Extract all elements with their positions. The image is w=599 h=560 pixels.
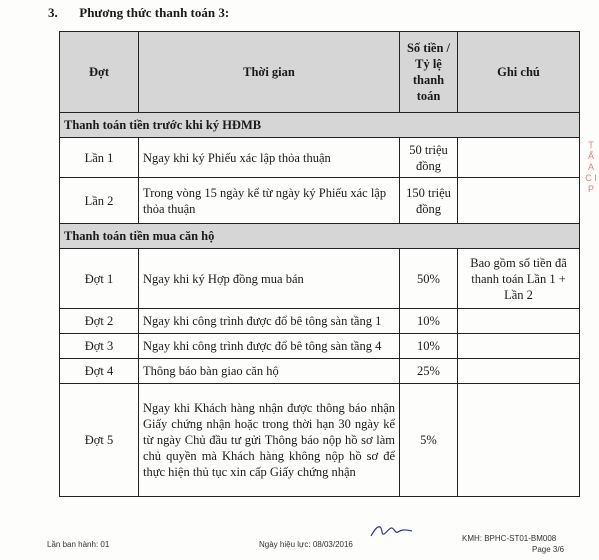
payment-schedule-table (59, 31, 580, 497)
cell-time: Ngay khi công trình được đổ bê tông sàn tầng 4 (139, 334, 400, 359)
cell-dot: Lần 2 (60, 178, 139, 224)
cell-note (458, 178, 580, 224)
table-header-row (60, 32, 580, 113)
table-row (60, 384, 580, 497)
footer-code: KMH: BPHC-ST01-BM008 (462, 534, 557, 543)
section-row-pre-contract (60, 113, 580, 138)
table-row (60, 334, 580, 359)
cell-amount: 25% (400, 359, 458, 384)
table-row (60, 178, 580, 224)
cell-note (458, 384, 580, 497)
cell-amount: 50 triệu đồng (400, 138, 458, 178)
section-title: Phương thức thanh toán 3: (79, 5, 230, 20)
cell-time: Trong vòng 15 ngày kể từ ngày ký Phiếu xác lập thỏa thuận (139, 178, 400, 224)
section-row-apartment (60, 224, 580, 249)
cell-dot: Đợt 5 (60, 384, 139, 497)
cell-time: Thông báo bàn giao căn hộ (139, 359, 400, 384)
cell-note: Bao gồm số tiền đã thanh toán Lần 1 + Lần 2 (458, 249, 580, 309)
cell-amount: 50% (400, 249, 458, 309)
section-heading (48, 5, 229, 21)
cell-note (458, 334, 580, 359)
section-title-pre-contract: Thanh toán tiền trước khi ký HĐMB (60, 113, 580, 138)
cell-time: Ngay khi ký Hợp đồng mua bán (139, 249, 400, 309)
cell-amount: 10% (400, 334, 458, 359)
cell-amount: 150 triệu đồng (400, 178, 458, 224)
table-row (60, 309, 580, 334)
table-row (60, 249, 580, 309)
header-time: Thời gian (139, 32, 400, 113)
cell-dot: Đợt 4 (60, 359, 139, 384)
table-row (60, 359, 580, 384)
cell-note (458, 309, 580, 334)
signature-mark (368, 520, 416, 542)
footer-effective-date: Ngày hiệu lực: 08/03/2016 (259, 540, 353, 549)
cell-dot: Đợt 2 (60, 309, 139, 334)
cell-dot: Đợt 3 (60, 334, 139, 359)
header-amount: Số tiền / Tỷ lệ thanh toán (400, 32, 458, 113)
cell-time: Ngay khi ký Phiếu xác lập thỏa thuận (139, 138, 400, 178)
footer-edition: Lần ban hành: 01 (47, 540, 110, 549)
table-row (60, 138, 580, 178)
cell-time: Ngay khi Khách hàng nhận được thông báo nhận Giấy chứng nhận hoặc trong thời hạn 30 ngày kể từ ngày Chủ đầu tư gửi Thông báo nộp hồ sơ làm chủ quyền mà Khách hàng không nộp hồ sơ để thực hiện thủ tục xin cấp Giấy chứng nhận (139, 384, 400, 497)
header-note: Ghi chú (458, 32, 580, 113)
cell-time: Ngay khi công trình được đổ bê tông sàn tầng 1 (139, 309, 400, 334)
section-number: 3. (48, 5, 58, 20)
section-title-apartment: Thanh toán tiền mua căn hộ (60, 224, 580, 249)
cell-note (458, 138, 580, 178)
cell-dot: Đợt 1 (60, 249, 139, 309)
footer-page: Page 3/6 (532, 545, 565, 554)
cell-amount: 10% (400, 309, 458, 334)
cell-note (458, 359, 580, 384)
cell-dot: Lần 1 (60, 138, 139, 178)
header-dot: Đợt (60, 32, 139, 113)
red-stamp-mark: T Ấ A C I P (585, 140, 597, 194)
cell-amount: 5% (400, 384, 458, 497)
